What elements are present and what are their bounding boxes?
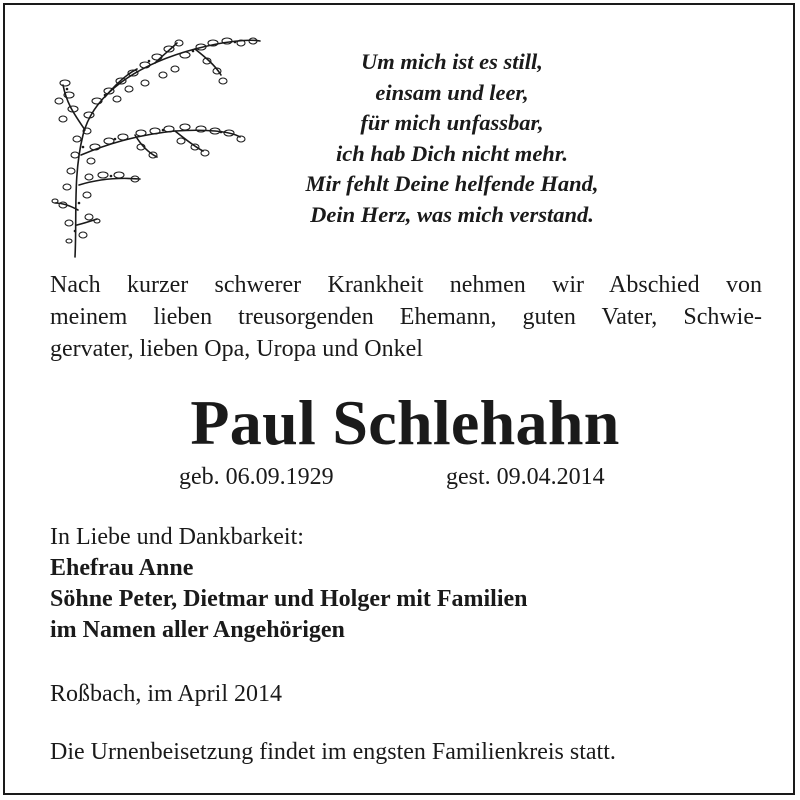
mourner-line: Söhne Peter, Dietmar und Holger mit Familien — [50, 586, 528, 612]
poem-line: Um mich ist es still, — [361, 49, 543, 74]
announcement-line: gervater, lieben Opa, Uropa und Onkel — [50, 336, 423, 362]
mourner-line: Ehefrau Anne — [50, 555, 194, 581]
obituary-frame — [3, 3, 795, 795]
birth-date: geb. 06.09.1929 — [179, 464, 334, 490]
place-date: Roßbach, im April 2014 — [50, 681, 282, 707]
poem-line: Dein Herz, was mich verstand. — [310, 201, 594, 227]
leafy-branch-icon — [45, 35, 275, 265]
mourners-intro: In Liebe und Dankbarkeit: — [50, 524, 304, 550]
deceased-name: Paul Schlehahn — [190, 387, 620, 458]
announcement-text — [50, 269, 762, 365]
mourner-line: im Namen aller Angehörigen — [50, 617, 345, 643]
death-date: gest. 09.04.2014 — [446, 464, 605, 490]
burial-note: Die Urnenbeisetzung findet im engsten Familienkreis statt. — [50, 739, 616, 765]
poem-line: Mir fehlt Deine helfende Hand, — [305, 171, 599, 196]
announcement-line: Nach kurzer schwerer Krankheit nehmen wir Abschied von — [50, 272, 762, 298]
poem-line: für mich unfassbar, — [360, 110, 544, 135]
poem — [267, 47, 637, 230]
announcement-line: meinem lieben treusorgenden Ehemann, guten Vater, Schwie- — [50, 304, 762, 330]
poem-line: einsam und leer, — [375, 79, 529, 105]
poem-line: ich hab Dich nicht mehr. — [336, 140, 568, 166]
mourners-block — [50, 522, 750, 646]
